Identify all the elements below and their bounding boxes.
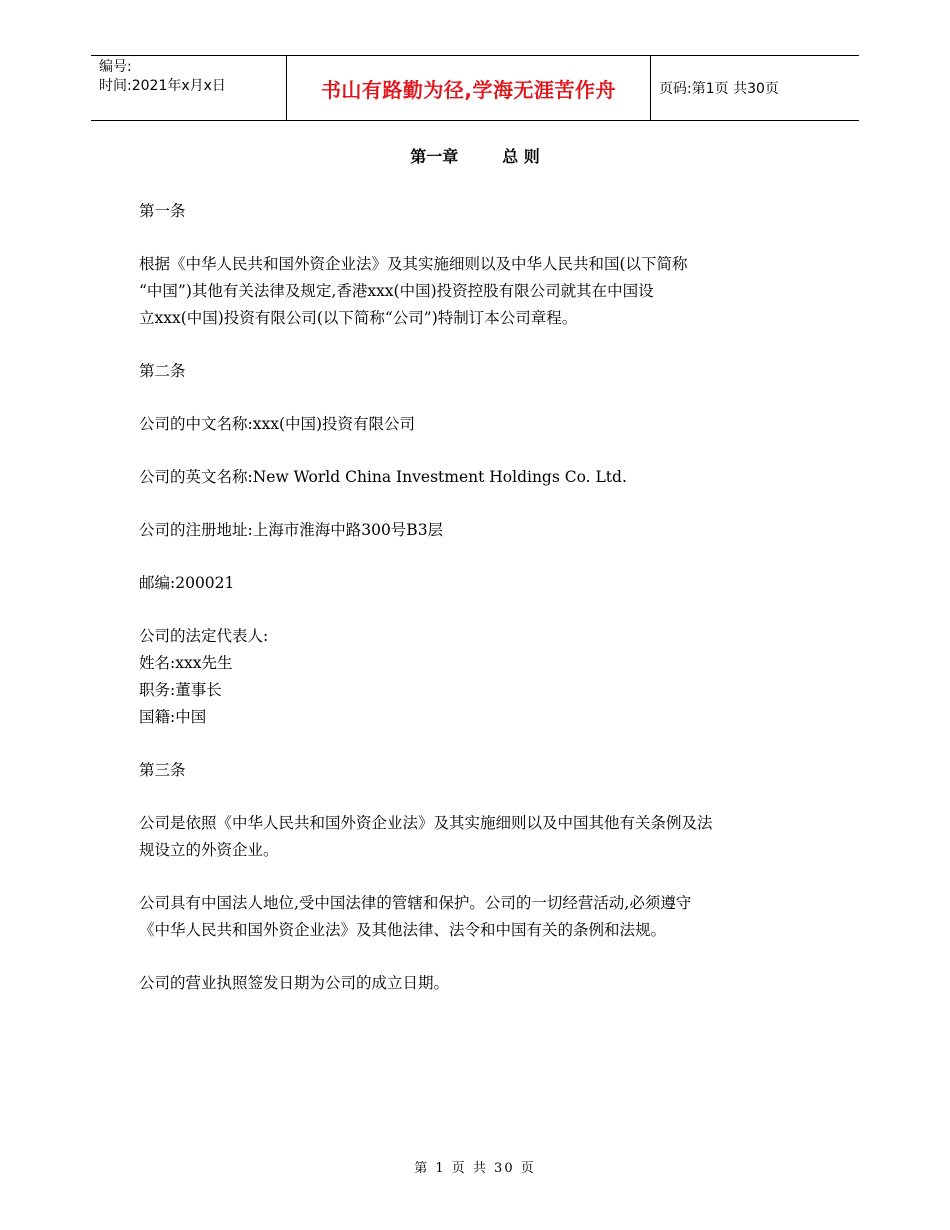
header-page-label: 页码:第1页 共30页 — [659, 81, 779, 97]
company-postcode: 邮编:200021 — [139, 574, 235, 592]
chapter-name: 总 则 — [502, 147, 540, 166]
chapter-title — [0, 144, 950, 167]
article-3-text-line: 规设立的外资企业。 — [139, 841, 279, 859]
legal-rep-name: 姓名:xxx先生 — [139, 654, 233, 672]
article-1-text-line: 立xxx(中国)投资有限公司(以下简称“公司”)特制订本公司章程。 — [139, 309, 578, 327]
article-3-text-line: 公司具有中国法人地位,受中国法律的管辖和保护。公司的一切经营活动,必须遵守 — [139, 894, 692, 912]
document-header — [91, 55, 859, 121]
article-1-heading: 第一条 — [139, 202, 186, 220]
document-time-label: 时间:2021年x月x日 — [99, 78, 226, 94]
article-3-text-line: 公司是依照《中华人民共和国外资企业法》及其实施细则以及中国其他有关条例及法 — [139, 814, 713, 832]
legal-rep-title: 职务:董事长 — [139, 681, 222, 699]
article-3-heading: 第三条 — [139, 761, 186, 779]
page-footer: 第 1 页 共 30 页 — [414, 1161, 536, 1176]
document-number-label: 编号: — [99, 59, 132, 75]
legal-rep-nationality: 国籍:中国 — [139, 708, 207, 726]
article-3-text-line: 公司的营业执照签发日期为公司的成立日期。 — [139, 974, 450, 992]
article-1-text-line: “中国”)其他有关法律及规定,香港xxx(中国)投资控股有限公司就其在中国设 — [139, 282, 654, 300]
header-meta-cell — [91, 56, 287, 120]
chapter-number: 第一章 — [410, 147, 459, 166]
article-3-text-line: 《中华人民共和国外资企业法》及其他法律、法令和中国有关的条例和法规。 — [139, 921, 667, 939]
header-motto: 书山有路勤为径,学海无涯苦作舟 — [287, 56, 651, 120]
company-english-name: 公司的英文名称:New World China Investment Holdings Co. Ltd. — [139, 468, 627, 486]
document-body — [139, 198, 839, 997]
legal-rep-label: 公司的法定代表人: — [139, 627, 269, 645]
company-address: 公司的注册地址:上海市淮海中路300号B3层 — [139, 521, 444, 539]
company-chinese-name: 公司的中文名称:xxx(中国)投资有限公司 — [139, 415, 416, 433]
article-1-text-line: 根据《中华人民共和国外资企业法》及其实施细则以及中华人民共和国(以下简称 — [139, 255, 688, 273]
article-2-heading: 第二条 — [139, 362, 186, 380]
